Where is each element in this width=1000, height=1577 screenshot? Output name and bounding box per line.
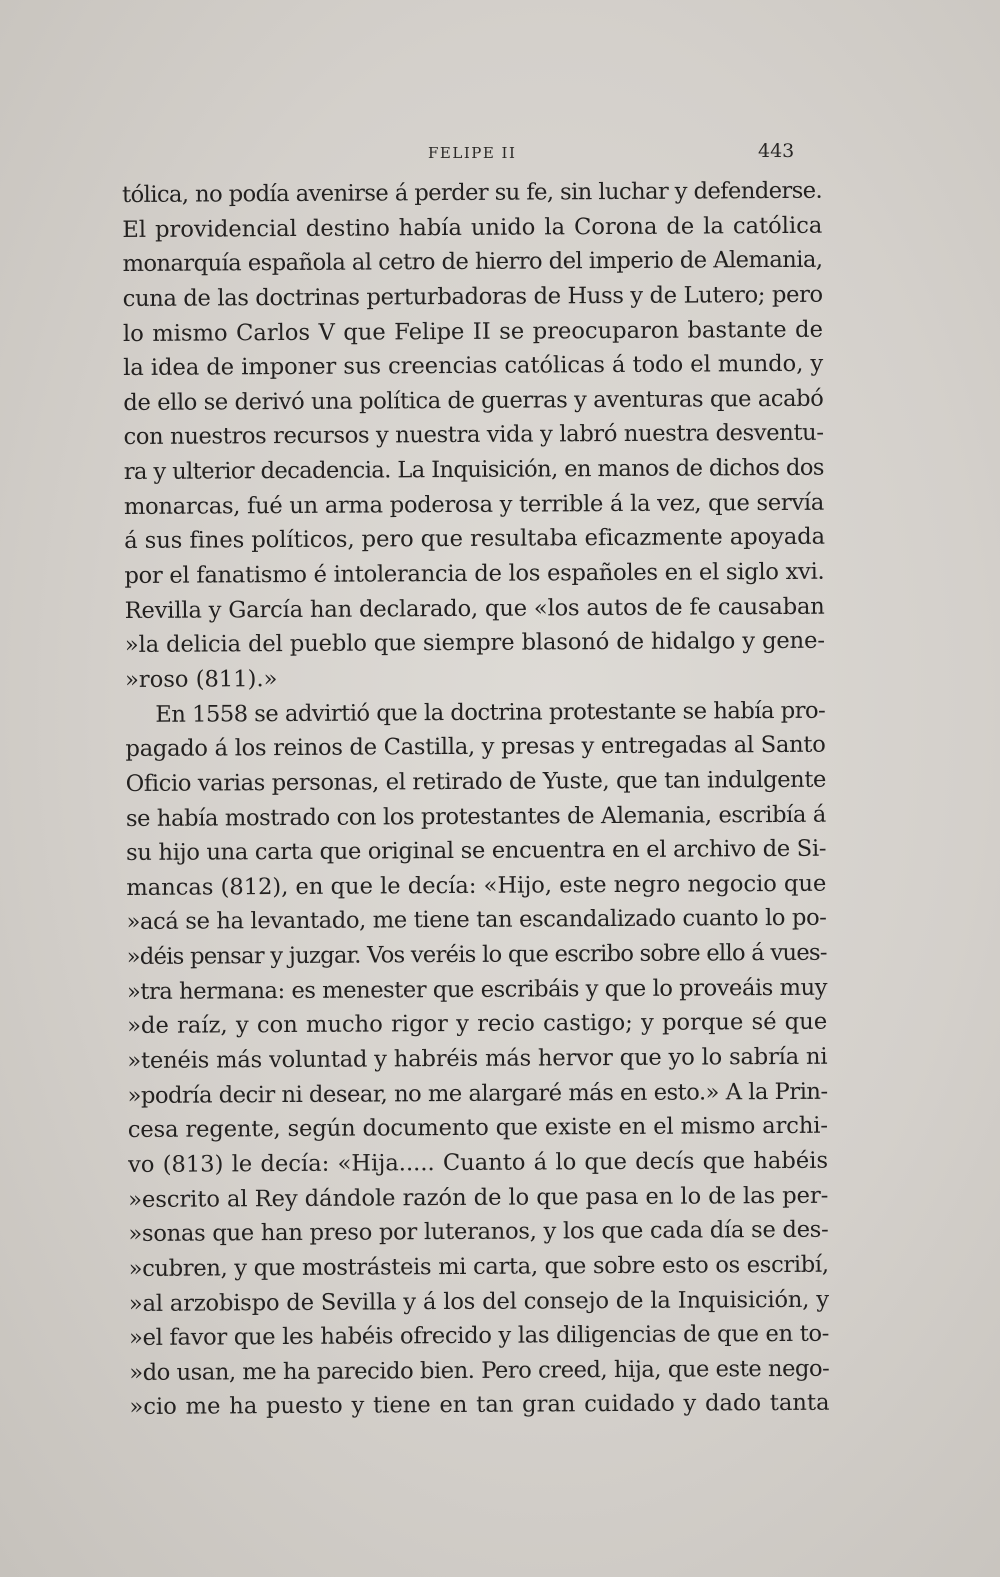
text-line: »la delicia del pueblo que siempre blasonó de hidalgo y gene- xyxy=(124,628,825,659)
text-line: cuna de las doctrinas perturbadoras de Huss y de Lutero; pero xyxy=(122,281,823,312)
text-line: En 1558 se advirtió que la doctrina protestante se había pro- xyxy=(155,697,826,728)
text-line: con nuestros recursos y nuestra vida y labró nuestra desventu- xyxy=(123,420,824,451)
page-number: 443 xyxy=(758,140,795,162)
text-line: »tenéis más voluntad y habréis más hervor que yo lo sabría ni xyxy=(127,1043,828,1074)
text-line: la idea de imponer sus creencias católicas á todo el mundo, y xyxy=(123,350,824,382)
text-line: »tra hermana: es menester que escribáis y que lo proveáis muy xyxy=(126,974,828,1005)
text-line: monarcas, fué un arma poderosa y terrible á la vez, que servía xyxy=(123,489,825,520)
text-line: á sus fines políticos, pero que resultaba eficazmente apoyada xyxy=(124,524,826,555)
body-text xyxy=(122,174,830,1425)
text-line: por el fanatismo é intolerancia de los españoles en el siglo xvi. xyxy=(124,558,825,590)
text-line: El providencial destino había unido la Corona de la católica xyxy=(122,212,823,243)
text-line: mancas (812), en que le decía: «Hijo, este negro negocio que xyxy=(126,870,827,901)
text-line: cesa regente, según documento que existe en el mismo archi- xyxy=(127,1113,828,1144)
text-line: de ello se derivó una política de guerras y aventuras que acabó xyxy=(123,385,824,416)
text-line: »el favor que les habéis ofrecido y las diligencias de que en to- xyxy=(129,1320,830,1352)
text-line: »al arzobispo de Sevilla y á los del consejo de la Inquisición, y xyxy=(128,1286,829,1317)
text-line: »déis pensar y juzgar. Vos veréis lo que escribo sobre ello á vues- xyxy=(126,939,827,971)
text-line: su hijo una carta que original se encuentra en el archivo de Si- xyxy=(126,835,827,867)
text-line: »podría decir ni desear, no me alargaré más en esto.» A la Prin- xyxy=(127,1078,828,1109)
text-line: »acá se ha levantado, me tiene tan escandalizado cuanto lo po- xyxy=(126,905,827,936)
running-title: FELIPE II xyxy=(428,144,517,162)
text-line: se había mostrado con los protestantes de Alemania, escribía á xyxy=(125,801,826,832)
text-line: Revilla y García han declarado, que «los autos de fe causaban xyxy=(124,593,825,624)
text-line: »do usan, me ha parecido bien. Pero creed, hija, que este nego- xyxy=(129,1355,830,1386)
page-header xyxy=(0,140,1000,170)
text-line: ra y ulterior decadencia. La Inquisición, en manos de dichos dos xyxy=(123,454,824,486)
text-line: »de raíz, y con mucho rigor y recio castigo; y porque sé que xyxy=(127,1009,828,1040)
text-line: »escrito al Rey dándole razón de lo que pasa en lo de las per- xyxy=(128,1182,829,1213)
text-line: »cio me ha puesto y tiene en tan gran cuidado y dado tanta xyxy=(129,1390,830,1421)
text-line: monarquía española al cetro de hierro del imperio de Alemania, xyxy=(122,247,823,278)
text-line: »cubren, y que mostrásteis mi carta, que sobre esto os escribí, xyxy=(128,1251,829,1282)
text-line: vo (813) le decía: «Hija..... Cuanto á lo que decís que habéis xyxy=(127,1147,829,1178)
text-line: tólica, no podía avenirse á perder su fe, sin luchar y defenderse. xyxy=(122,177,823,208)
text-line: »sonas que han preso por luteranos, y los que cada día se des- xyxy=(128,1216,829,1248)
text-line: Oficio varias personas, el retirado de Yuste, que tan indulgente xyxy=(125,766,827,797)
text-line: pagado á los reinos de Castilla, y presas y entregadas al Santo xyxy=(125,731,826,763)
text-line: »roso (811).» xyxy=(124,666,278,693)
text-line: lo mismo Carlos V que Felipe II se preocuparon bastante de xyxy=(122,316,824,347)
